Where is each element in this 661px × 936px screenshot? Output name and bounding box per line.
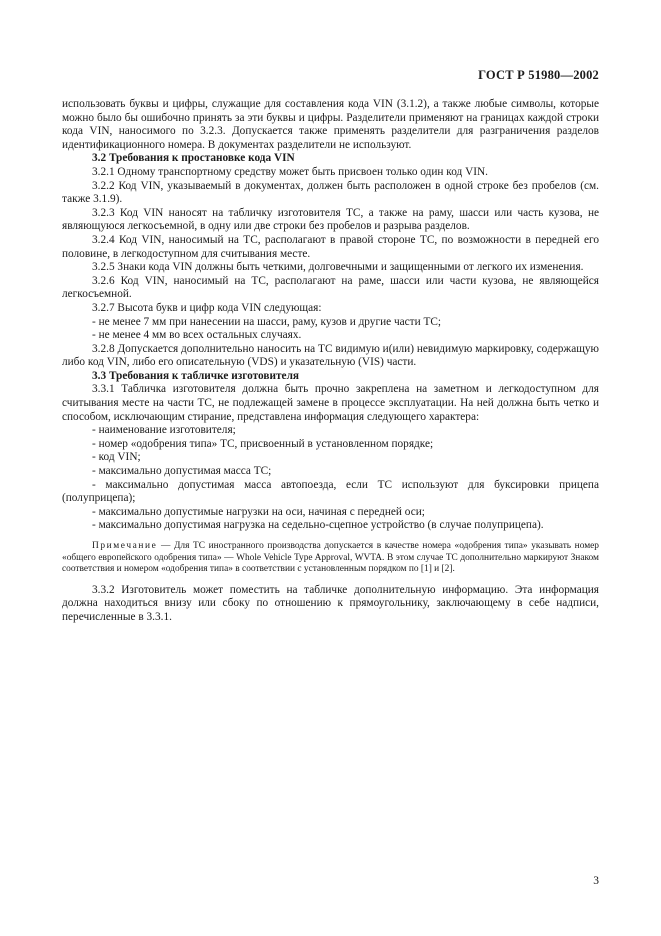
clause-3-3-2: 3.3.2 Изготовитель может поместить на табличке дополнительную информацию. Эта информация должна находиться внизу или сбоку по отношению к прямоугольнику, заключающему в себе надписи, перечисленные в 3.3.1. xyxy=(62,583,599,623)
clause-3-2-7: 3.2.7 Высота букв и цифр кода VIN следующая: xyxy=(92,301,322,314)
clause-3-2-6: 3.2.6 Код VIN, наносимый на ТС, располагают на раме, шасси или части кузова, не являющейся легкосъемной. xyxy=(62,274,599,301)
list-item: - номер «одобрения типа» ТС, присвоенный в установленном порядке; xyxy=(92,437,434,450)
list-item: - максимально допустимая нагрузка на седельно-сцепное устройство (в случае полуприцепа). xyxy=(92,519,544,532)
clause-3-3-1: 3.3.1 Табличка изготовителя должна быть прочно закреплена на заметном и легкодоступном для считывания месте на части ТС, не подлежащей замене в процессе эксплуатации. На ней должна быть четко и способом, исключающим стирание, представлена информация следующего характера: xyxy=(62,383,599,423)
list-item: - наименование изготовителя; xyxy=(92,424,236,437)
list-item: - максимально допустимая масса ТС; xyxy=(92,465,272,478)
section-heading-3-2: 3.2 Требования к простановке кода VIN xyxy=(92,152,295,165)
clause-3-2-5: 3.2.5 Знаки кода VIN должны быть четкими, долговечными и защищенными от легкого их изменения. xyxy=(92,261,584,274)
list-item: - максимально допустимые нагрузки на оси, начиная с передней оси; xyxy=(92,505,425,518)
section-heading-3-3: 3.3 Требования к табличке изготовителя xyxy=(92,369,300,382)
clause-3-2-8: 3.2.8 Допускается дополнительно наносить на ТС видимую и(или) невидимую маркировку, содержащую либо код VIN, либо его описательную (VDS) и указательную (VIS) части. xyxy=(62,342,599,369)
page-number: 3 xyxy=(593,875,599,887)
paragraph-continuation: использовать буквы и цифры, служащие для составления кода VIN (3.1.2), а также любые символы, которые можно было бы ошибочно принять за эти буквы и цифры. Разделители применяют на границах каждой строки кода VIN, наносимого по 3.2.3. Допускается также применять разделители для разграничения разделов идентификационного номера. В документах разделители не используют. xyxy=(62,98,599,151)
note-label: Примечание xyxy=(92,541,158,551)
clause-3-2-3: 3.2.3 Код VIN наносят на табличку изготовителя ТС, а также на раму, шасси или часть кузова, не являющуюся легкосъемной, в одну или две строки без пробелов и разрыва разделов. xyxy=(62,206,599,233)
list-item: - код VIN; xyxy=(92,451,141,464)
clause-3-2-2: 3.2.2 Код VIN, указываемый в документах, должен быть расположен в одной строке без пробелов (см. также 3.1.9). xyxy=(62,179,599,206)
note-text: — Для ТС иностранного производства допускается в качестве номера «одобрения типа» указывать номер «общего европейского одобрения типа» — Whole Vehicle Type Approval, WVTA. В этом случае ТС дополнительно маркируют Знаком соответствия и номером «одобрения типа» в соответствии с установленным порядком по [1] и [2]. xyxy=(62,541,599,575)
document-body xyxy=(62,98,599,625)
list-item: - не менее 7 мм при нанесении на шасси, раму, кузов и другие части ТС; xyxy=(92,315,442,328)
note xyxy=(62,541,599,576)
list-item: - не менее 4 мм во всех остальных случаях. xyxy=(92,329,302,342)
clause-3-2-4: 3.2.4 Код VIN, наносимый на ТС, располагают в правой стороне ТС, по возможности в передней его половине, в легкодоступном для считывания месте. xyxy=(62,233,599,260)
document-header: ГОСТ Р 51980—2002 xyxy=(478,68,599,82)
clause-3-2-1: 3.2.1 Одному транспортному средству может быть присвоен только один код VIN. xyxy=(92,165,488,178)
list-item: - максимально допустимая масса автопоезда, если ТС используют для буксировки прицепа (полуприцепа); xyxy=(62,478,599,505)
